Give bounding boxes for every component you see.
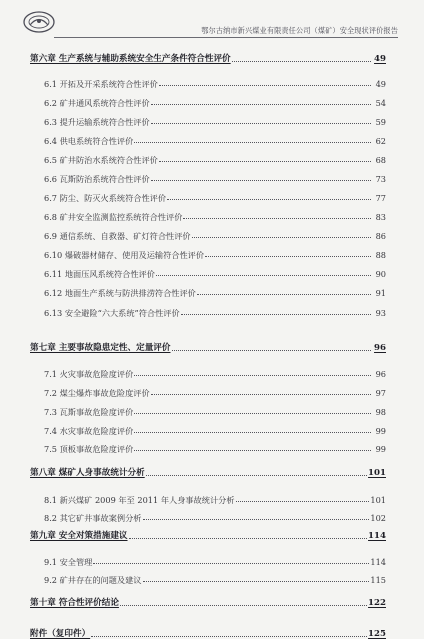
toc-entry-title: 第七章 主要事故隐患定性、定量评价 bbox=[30, 343, 171, 354]
dot-leader bbox=[232, 61, 371, 62]
toc-section-row[interactable] bbox=[30, 283, 386, 297]
toc-section-row[interactable] bbox=[30, 383, 386, 397]
toc-entry-title: 附件（复印件） bbox=[30, 629, 91, 639]
toc-page-number: 59 bbox=[375, 116, 386, 127]
dot-leader bbox=[134, 432, 371, 433]
toc-section-row[interactable] bbox=[30, 303, 386, 317]
dot-leader bbox=[151, 180, 371, 181]
toc-page-number: 49 bbox=[374, 54, 386, 65]
toc-entry-title: 6.5 矿井防治水系统符合性评价 bbox=[44, 154, 158, 165]
toc-page-number: 68 bbox=[375, 154, 386, 165]
dot-leader bbox=[236, 501, 370, 502]
toc-entry-title: 6.8 矿井安全监测监控系统符合性评价 bbox=[44, 211, 183, 222]
dot-leader bbox=[159, 85, 371, 86]
toc-section-row[interactable] bbox=[30, 150, 386, 164]
toc-entry-title: 7.4 水灾事故危险度评价 bbox=[44, 425, 134, 436]
dot-leader bbox=[143, 519, 370, 520]
toc-entry-title: 6.4 供电系统符合性评价 bbox=[44, 135, 134, 146]
toc-page-number: 125 bbox=[368, 629, 386, 639]
toc-page-number: 102 bbox=[370, 512, 386, 523]
dot-leader bbox=[129, 538, 368, 539]
toc-chapter-row[interactable] bbox=[30, 527, 386, 541]
toc-entry-title: 第六章 生产系统与辅助系统安全生产条件符合性评价 bbox=[30, 54, 231, 65]
toc-chapter-row[interactable] bbox=[30, 50, 386, 64]
dot-leader bbox=[159, 161, 371, 162]
toc-page-number: 96 bbox=[374, 343, 386, 354]
toc-chapter-row[interactable] bbox=[30, 339, 386, 353]
dot-leader bbox=[134, 375, 371, 376]
toc-page-number: 115 bbox=[370, 574, 386, 585]
header-title: 鄂尔古纳市新兴煤业有限责任公司（煤矿）安全现状评价报告 bbox=[201, 26, 398, 35]
toc-entry-title: 7.5 顶板事故危险度评价 bbox=[44, 443, 134, 454]
dot-leader bbox=[181, 314, 371, 315]
toc-section-row[interactable] bbox=[30, 245, 386, 259]
toc-page-number: 99 bbox=[375, 425, 386, 436]
toc-page-number: 114 bbox=[370, 556, 386, 567]
toc-page-number: 90 bbox=[375, 268, 386, 279]
toc-section-row[interactable] bbox=[30, 552, 386, 566]
page-header bbox=[14, 8, 410, 38]
dot-leader bbox=[134, 142, 371, 143]
dot-leader bbox=[134, 413, 371, 414]
toc-section-row[interactable] bbox=[30, 570, 386, 584]
dot-leader bbox=[205, 256, 371, 257]
toc-page-number: 83 bbox=[375, 211, 386, 222]
toc-page-number: 77 bbox=[375, 192, 386, 203]
toc-page-number: 88 bbox=[375, 249, 386, 260]
toc-section-row[interactable] bbox=[30, 421, 386, 435]
toc-entry-title: 第八章 煤矿人身事故统计分析 bbox=[30, 468, 145, 479]
toc-entry-title: 8.2 其它矿井事故案例分析 bbox=[44, 512, 142, 523]
toc-page-number: 98 bbox=[375, 406, 386, 417]
toc-page-number: 97 bbox=[375, 387, 386, 398]
toc-entry-title: 9.1 安全管理 bbox=[44, 556, 93, 567]
dot-leader bbox=[151, 104, 371, 105]
dot-leader bbox=[143, 581, 370, 582]
toc-page-number: 122 bbox=[368, 598, 386, 609]
toc-entry-title: 6.7 防尘、防灭火系统符合性评价 bbox=[44, 192, 167, 203]
toc-page-number: 73 bbox=[375, 173, 386, 184]
toc-section-row[interactable] bbox=[30, 508, 386, 522]
toc-section-row[interactable] bbox=[30, 131, 386, 145]
toc-section-row[interactable] bbox=[30, 402, 386, 416]
toc-section-row[interactable] bbox=[30, 207, 386, 221]
toc-entry-title: 8.1 新兴煤矿 2009 年至 2011 年人身事故统计分析 bbox=[44, 494, 235, 505]
toc-page-number: 86 bbox=[375, 230, 386, 241]
dot-leader bbox=[183, 218, 371, 219]
dot-leader bbox=[172, 350, 372, 351]
toc-page-number: 49 bbox=[375, 78, 386, 89]
toc-chapter-row[interactable] bbox=[30, 594, 386, 608]
toc-chapter-row[interactable] bbox=[30, 625, 386, 639]
header-divider bbox=[54, 37, 398, 38]
toc-entry-title: 6.12 地面生产系统与防洪排涝符合性评价 bbox=[44, 287, 196, 298]
toc-page-number: 96 bbox=[375, 368, 386, 379]
toc-section-row[interactable] bbox=[30, 439, 386, 453]
toc-entry-title: 6.1 开拓及开采系统符合性评价 bbox=[44, 78, 158, 89]
toc-entry-title: 6.13 安全避险“六大系统”符合性评价 bbox=[44, 307, 180, 318]
toc-page-number: 101 bbox=[368, 468, 386, 479]
toc-section-row[interactable] bbox=[30, 364, 386, 378]
toc-page-number: 91 bbox=[375, 287, 386, 298]
toc-section-row[interactable] bbox=[30, 112, 386, 126]
toc-entry-title: 第九章 安全对策措施建议 bbox=[30, 531, 128, 542]
dot-leader bbox=[197, 294, 371, 295]
toc-entry-title: 7.1 火灾事故危险度评价 bbox=[44, 368, 134, 379]
toc-section-row[interactable] bbox=[30, 169, 386, 183]
toc-section-row[interactable] bbox=[30, 264, 386, 278]
toc-entry-title: 6.11 地面压风系统符合性评价 bbox=[44, 268, 155, 279]
toc-page-number: 99 bbox=[375, 443, 386, 454]
dot-leader bbox=[134, 450, 371, 451]
company-logo-icon bbox=[22, 10, 56, 34]
dot-leader bbox=[146, 475, 367, 476]
dot-leader bbox=[93, 563, 369, 564]
toc-entry-title: 6.6 瓦斯防治系统符合性评价 bbox=[44, 173, 150, 184]
toc-entry-title: 6.2 矿井通风系统符合性评价 bbox=[44, 97, 150, 108]
toc-section-row[interactable] bbox=[30, 74, 386, 88]
dot-leader bbox=[91, 636, 367, 637]
dot-leader bbox=[151, 394, 371, 395]
toc-section-row[interactable] bbox=[30, 226, 386, 240]
toc-entry-title: 6.10 爆破器材储存、使用及运输符合性评价 bbox=[44, 249, 205, 260]
toc-entry-title: 7.2 煤尘爆炸事故危险度评价 bbox=[44, 387, 150, 398]
toc-entry-title: 7.3 瓦斯事故危险度评价 bbox=[44, 406, 134, 417]
toc-page-number: 101 bbox=[370, 494, 386, 505]
toc-page-number: 54 bbox=[375, 97, 386, 108]
toc-section-row[interactable] bbox=[30, 490, 386, 504]
toc-entry-title: 9.2 矿井存在的问题及建议 bbox=[44, 574, 142, 585]
toc-page-number: 114 bbox=[368, 531, 386, 542]
toc-section-row[interactable] bbox=[30, 93, 386, 107]
toc-entry-title: 第十章 符合性评价结论 bbox=[30, 598, 119, 609]
dot-leader bbox=[192, 237, 371, 238]
dot-leader bbox=[167, 199, 371, 200]
toc-entry-title: 6.3 提升运输系统符合性评价 bbox=[44, 116, 150, 127]
toc-page-number: 62 bbox=[375, 135, 386, 146]
dot-leader bbox=[156, 275, 371, 276]
toc-page-number: 93 bbox=[375, 307, 386, 318]
dot-leader bbox=[151, 123, 371, 124]
dot-leader bbox=[120, 605, 367, 606]
toc-chapter-row[interactable] bbox=[30, 464, 386, 478]
toc-entry-title: 6.9 通信系统、自救器、矿灯符合性评价 bbox=[44, 230, 191, 241]
toc-section-row[interactable] bbox=[30, 188, 386, 202]
